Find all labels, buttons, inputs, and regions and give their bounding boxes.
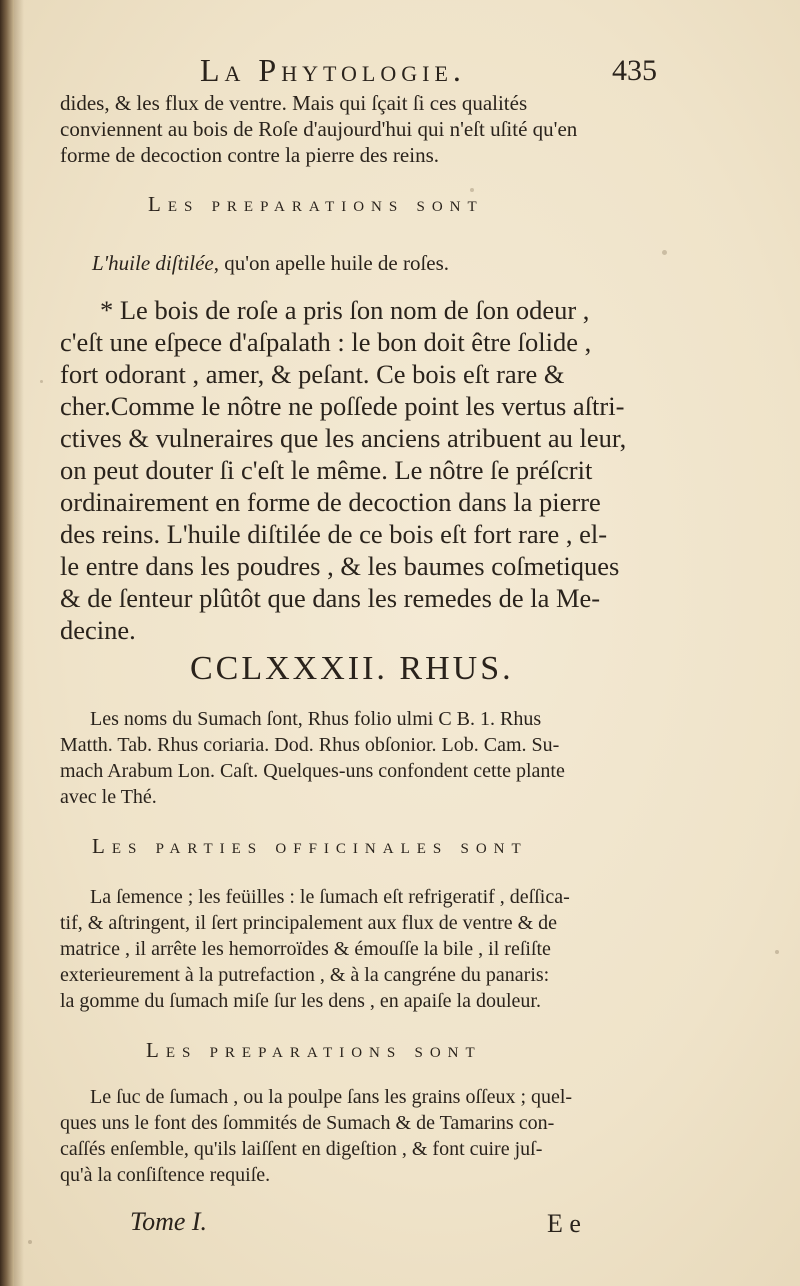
book-spine <box>0 0 14 1286</box>
names-line-2: Matth. Tab. Rhus coriaria. Dod. Rhus obſonior. Lob. Cam. Su- <box>60 734 560 756</box>
preparation-rest: , qu'on apelle huile de roſes. <box>213 251 450 275</box>
section-heading-officinal-parts: Les parties officinales sont <box>92 834 528 858</box>
section-heading-preparations-1: Les preparations sont <box>148 192 484 216</box>
prep-line-4: qu'à la conſiſtence requiſe. <box>60 1164 271 1186</box>
names-line-3: mach Arabum Lon. Caſt. Quelques-uns confondent cette plante <box>60 760 565 782</box>
paper-speck <box>662 250 667 255</box>
parts-line-4: exterieurement à la putrefaction , & à la cangréne du panaris: <box>60 964 550 986</box>
prep-line-2: ques uns le font des ſommités de Sumach & de Tamarins con- <box>60 1112 555 1134</box>
preparation-italic-term: L'huile diſtilée <box>92 251 214 275</box>
running-title: La Phytologie. <box>200 52 466 88</box>
tome-label: Tome I. <box>130 1207 208 1236</box>
note-line-1: * Le bois de roſe a pris ſon nom de ſon odeur , <box>100 295 590 325</box>
intro-line-1: dides, & les flux de ventre. Mais qui ſçait ſi ces qualités <box>60 91 528 115</box>
parts-line-3: matrice , il arrête les hemorroïdes & émouſſe la bile , il reſiſte <box>60 938 551 960</box>
note-line-7: ordinairement en forme de decoction dans la pierre <box>60 487 601 517</box>
article-title: CCLXXXII. RHUS. <box>190 650 514 687</box>
paper-speck <box>28 1240 32 1244</box>
note-line-3: fort odorant , amer, & peſant. Ce bois eſt rare & <box>60 359 565 389</box>
paper-speck <box>40 380 43 383</box>
note-line-5: ctives & vulneraires que les anciens atribuent au leur, <box>60 423 627 453</box>
preparation-line-1 <box>92 250 449 277</box>
note-line-10: & de ſenteur plûtôt que dans les remedes de la Me- <box>60 583 601 613</box>
parts-line-2: tif, & aſtringent, il ſert principalement aux flux de ventre & de <box>60 912 558 934</box>
section-heading-preparations-2: Les preparations sont <box>146 1038 482 1062</box>
note-line-6: on peut douter ſi c'eſt le même. Le nôtre ſe préſcrit <box>60 455 593 485</box>
gutter-shadow <box>14 0 24 1286</box>
paper-speck <box>775 950 779 954</box>
note-line-11: decine. <box>60 615 136 645</box>
prep-line-1: Le ſuc de ſumach , ou la poulpe ſans les grains oſſeux ; quel- <box>90 1086 573 1108</box>
intro-line-3: forme de decoction contre la pierre des reins. <box>60 143 439 167</box>
note-line-9: le entre dans les poudres , & les baumes coſmetiques <box>60 551 620 581</box>
note-line-4: cher.Comme le nôtre ne poſſede point les vertus aſtri- <box>60 391 625 421</box>
intro-line-2: conviennent au bois de Roſe d'aujourd'hui qui n'eſt uſité qu'en <box>60 117 578 141</box>
names-line-1: Les noms du Sumach ſont, Rhus folio ulmi C B. 1. Rhus <box>90 708 542 730</box>
parts-line-5: la gomme du ſumach miſe ſur les dens , en apaiſe la douleur. <box>60 990 541 1012</box>
prep-line-3: caſſés enſemble, qu'ils laiſſent en digeſtion , & font cuire juſ- <box>60 1138 543 1160</box>
note-line-2: c'eſt une eſpece d'aſpalath : le bon doit être ſolide , <box>60 327 592 357</box>
signature-mark: E e <box>547 1209 581 1238</box>
parts-line-1: La ſemence ; les feüilles : le ſumach eſt refrigeratif , deſſica- <box>90 886 570 908</box>
note-line-8: des reins. L'huile diſtilée de ce bois eſt fort rare , el- <box>60 519 608 549</box>
page-number: 435 <box>612 54 657 87</box>
names-line-4: avec le Thé. <box>60 786 157 808</box>
paper-speck <box>470 188 474 192</box>
